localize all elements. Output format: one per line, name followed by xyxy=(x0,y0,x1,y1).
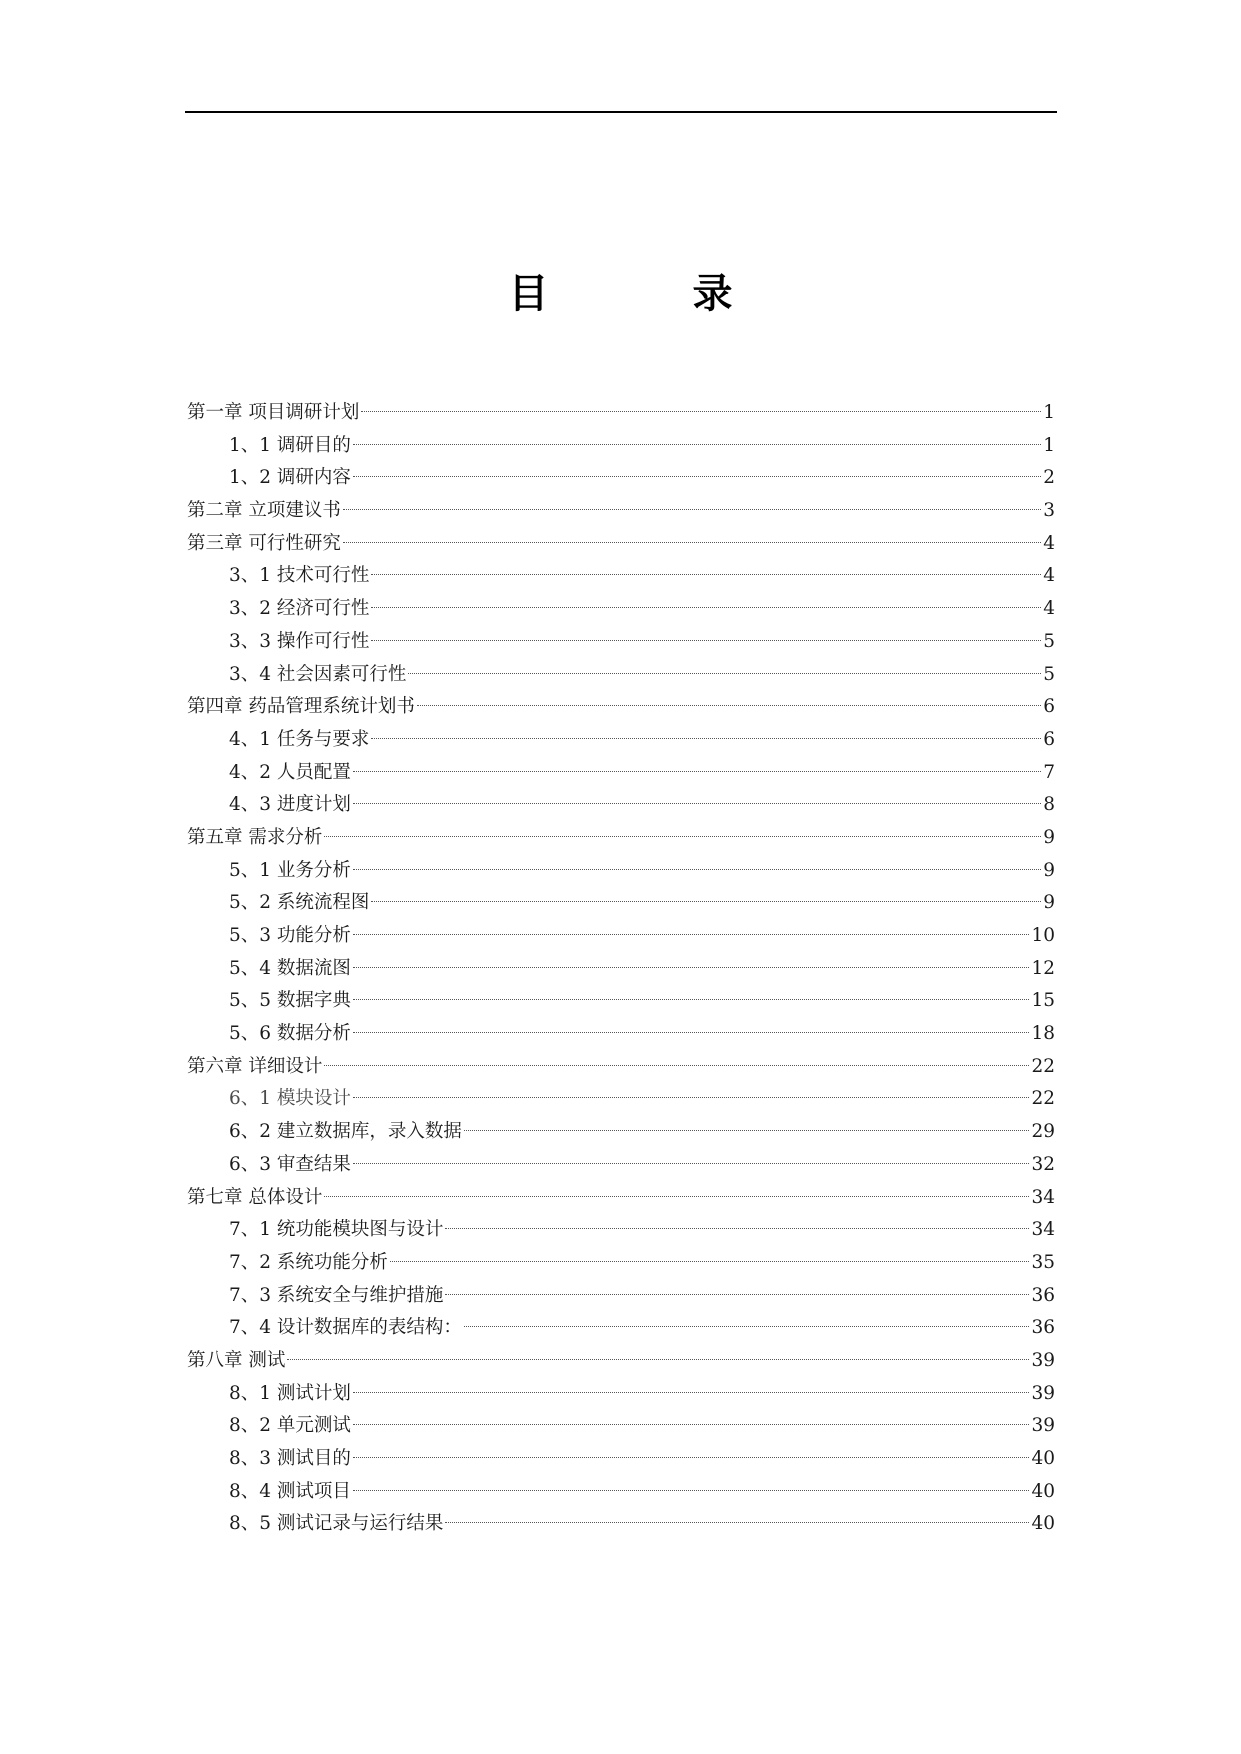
toc-section-entry[interactable] xyxy=(187,1214,1055,1247)
toc-section-entry[interactable] xyxy=(187,659,1055,692)
toc-page-number: 10 xyxy=(1031,925,1055,946)
toc-section-entry[interactable] xyxy=(187,1312,1055,1345)
toc-entry-label: 3、3 操作可行性 xyxy=(229,630,370,652)
toc-section-entry[interactable] xyxy=(187,560,1055,593)
toc-section-entry[interactable] xyxy=(187,887,1055,920)
toc-page-number: 40 xyxy=(1031,1513,1055,1535)
toc-dot-leader xyxy=(353,999,1030,1000)
toc-dot-leader xyxy=(287,1359,1029,1360)
toc-page-number: 4 xyxy=(1043,532,1055,554)
toc-dot-leader xyxy=(353,967,1030,968)
toc-section-entry[interactable] xyxy=(187,1247,1055,1280)
toc-dot-leader xyxy=(445,1294,1029,1295)
toc-dot-leader xyxy=(353,444,1041,445)
toc-entry-label: 8、2 单元测试 xyxy=(229,1415,351,1437)
toc-entry-label: 5、2 系统流程图 xyxy=(229,892,370,914)
toc-page-number: 1 xyxy=(1043,434,1055,456)
toc-entry-label: 5、3 功能分析 xyxy=(229,925,351,946)
toc-page-number: 40 xyxy=(1031,1448,1055,1469)
toc-section-entry[interactable] xyxy=(187,1280,1055,1313)
toc-page-number: 40 xyxy=(1031,1480,1055,1502)
toc-dot-leader xyxy=(353,803,1041,804)
toc-page-number: 8 xyxy=(1043,794,1055,816)
toc-page-number: 5 xyxy=(1043,630,1055,652)
toc-page-number: 22 xyxy=(1031,1055,1055,1077)
header-rule xyxy=(185,111,1057,113)
toc-chapter-entry[interactable] xyxy=(187,397,1055,430)
toc-entry-label: 第八章 测试 xyxy=(187,1349,286,1371)
toc-entry-label: 8、1 测试计划 xyxy=(229,1382,351,1404)
toc-page-number: 34 xyxy=(1031,1186,1055,1208)
toc-page-number: 39 xyxy=(1031,1349,1055,1371)
toc-entry-label: 5、4 数据流图 xyxy=(229,957,351,979)
toc-page-number: 4 xyxy=(1043,598,1055,620)
toc-page-number: 34 xyxy=(1031,1219,1055,1241)
toc-section-entry[interactable] xyxy=(187,1116,1055,1149)
table-of-contents xyxy=(187,397,1055,1541)
toc-entry-label: 1、1 调研目的 xyxy=(229,434,351,456)
toc-page-number: 6 xyxy=(1043,696,1055,718)
toc-entry-label: 第一章 项目调研计划 xyxy=(187,402,360,423)
toc-section-entry[interactable] xyxy=(187,757,1055,790)
toc-section-entry[interactable] xyxy=(187,920,1055,953)
toc-dot-leader xyxy=(353,1490,1030,1491)
toc-dot-leader xyxy=(353,1097,1030,1098)
toc-dot-leader xyxy=(353,771,1041,772)
toc-entry-label: 7、4 设计数据库的表结构： xyxy=(229,1317,462,1339)
toc-entry-label: 8、5 测试记录与运行结果 xyxy=(229,1513,444,1535)
toc-dot-leader xyxy=(353,1163,1030,1164)
toc-entry-label: 第五章 需求分析 xyxy=(187,826,323,848)
toc-dot-leader xyxy=(343,509,1041,510)
toc-dot-leader xyxy=(371,574,1041,575)
toc-section-entry[interactable] xyxy=(187,626,1055,659)
toc-entry-label: 第二章 立项建议书 xyxy=(187,500,341,522)
toc-dot-leader xyxy=(343,542,1041,543)
toc-chapter-entry[interactable] xyxy=(187,691,1055,724)
toc-dot-leader xyxy=(353,1424,1030,1425)
toc-dot-leader xyxy=(445,1228,1029,1229)
toc-dot-leader xyxy=(464,1130,1030,1131)
toc-page-number: 36 xyxy=(1031,1284,1055,1306)
toc-page-number: 9 xyxy=(1043,892,1055,914)
toc-entry-label: 第七章 总体设计 xyxy=(187,1186,323,1208)
toc-page-number: 29 xyxy=(1031,1121,1055,1143)
toc-section-entry[interactable] xyxy=(187,1443,1055,1476)
toc-entry-label: 7、3 系统安全与维护措施 xyxy=(229,1284,444,1306)
toc-page-number: 22 xyxy=(1031,1088,1055,1110)
toc-page-number: 39 xyxy=(1031,1415,1055,1437)
toc-chapter-entry[interactable] xyxy=(187,1051,1055,1084)
toc-entry-label: 4、3 进度计划 xyxy=(229,794,351,816)
toc-dot-leader xyxy=(371,901,1041,902)
toc-page-number: 1 xyxy=(1043,402,1055,423)
toc-entry-label: 3、1 技术可行性 xyxy=(229,565,370,587)
toc-entry-label: 4、1 任务与要求 xyxy=(229,728,370,750)
toc-dot-leader xyxy=(353,476,1041,477)
toc-section-entry[interactable] xyxy=(187,985,1055,1018)
toc-entry-label: 6、2 建立数据库，录入数据 xyxy=(229,1121,462,1143)
toc-chapter-entry[interactable] xyxy=(187,1182,1055,1215)
toc-dot-leader xyxy=(361,411,1041,412)
toc-entry-label: 第六章 详细设计 xyxy=(187,1055,323,1077)
toc-entry-label: 5、1 业务分析 xyxy=(229,859,351,881)
toc-dot-leader xyxy=(464,1326,1030,1327)
toc-entry-label: 5、6 数据分析 xyxy=(229,1023,351,1045)
toc-entry-label: 3、2 经济可行性 xyxy=(229,598,370,620)
toc-page-number: 4 xyxy=(1043,565,1055,587)
toc-page-number: 6 xyxy=(1043,728,1055,750)
toc-dot-leader xyxy=(353,1392,1030,1393)
toc-section-entry[interactable] xyxy=(187,724,1055,757)
toc-section-entry[interactable] xyxy=(187,1476,1055,1509)
toc-page-number: 35 xyxy=(1031,1251,1055,1273)
toc-entry-label: 3、4 社会因素可行性 xyxy=(229,663,407,685)
toc-page-number: 9 xyxy=(1043,826,1055,848)
toc-section-entry[interactable] xyxy=(187,953,1055,986)
toc-dot-leader xyxy=(371,640,1041,641)
toc-chapter-entry[interactable] xyxy=(187,495,1055,528)
toc-entry-label: 8、4 测试项目 xyxy=(229,1480,351,1502)
toc-entry-label: 4、2 人员配置 xyxy=(229,761,351,783)
toc-dot-leader xyxy=(353,1032,1030,1033)
toc-dot-leader xyxy=(353,869,1041,870)
toc-dot-leader xyxy=(324,1065,1029,1066)
toc-dot-leader xyxy=(408,673,1041,674)
toc-section-entry[interactable] xyxy=(187,1508,1055,1541)
toc-entry-label: 第三章 可行性研究 xyxy=(187,532,341,554)
toc-page-number: 7 xyxy=(1043,761,1055,783)
toc-page-number: 12 xyxy=(1031,957,1055,979)
toc-page-number: 32 xyxy=(1031,1153,1055,1175)
toc-dot-leader xyxy=(390,1261,1030,1262)
toc-page-number: 18 xyxy=(1031,1023,1055,1045)
toc-entry-label: 7、2 系统功能分析 xyxy=(229,1251,388,1273)
toc-page-number: 39 xyxy=(1031,1382,1055,1404)
toc-dot-leader xyxy=(371,607,1041,608)
toc-dot-leader xyxy=(353,1457,1030,1458)
toc-page-number: 9 xyxy=(1043,859,1055,881)
toc-section-entry[interactable] xyxy=(187,593,1055,626)
toc-chapter-entry[interactable] xyxy=(187,528,1055,561)
toc-entry-label: 6、1 模块设计 xyxy=(229,1088,351,1110)
toc-section-entry[interactable] xyxy=(187,1083,1055,1116)
toc-dot-leader xyxy=(445,1522,1029,1523)
page-title: 目 录 xyxy=(508,271,785,317)
toc-section-entry[interactable] xyxy=(187,430,1055,463)
toc-entry-label: 6、3 审查结果 xyxy=(229,1153,351,1175)
toc-dot-leader xyxy=(324,836,1041,837)
toc-page-number: 5 xyxy=(1043,663,1055,685)
toc-section-entry[interactable] xyxy=(187,1018,1055,1051)
toc-entry-label: 第四章 药品管理系统计划书 xyxy=(187,696,415,718)
toc-dot-leader xyxy=(417,705,1041,706)
toc-entry-label: 8、3 测试目的 xyxy=(229,1448,351,1469)
toc-page-number: 2 xyxy=(1043,467,1055,489)
toc-page-number: 3 xyxy=(1043,500,1055,522)
toc-section-entry[interactable] xyxy=(187,789,1055,822)
toc-entry-label: 1、2 调研内容 xyxy=(229,467,351,489)
toc-page-number: 15 xyxy=(1031,990,1055,1012)
toc-page-number: 36 xyxy=(1031,1317,1055,1339)
toc-entry-label: 7、1 统功能模块图与设计 xyxy=(229,1219,444,1241)
toc-chapter-entry[interactable] xyxy=(187,822,1055,855)
toc-chapter-entry[interactable] xyxy=(187,1345,1055,1378)
toc-dot-leader xyxy=(371,738,1041,739)
toc-dot-leader xyxy=(353,934,1030,935)
toc-section-entry[interactable] xyxy=(187,1410,1055,1443)
toc-section-entry[interactable] xyxy=(187,462,1055,495)
toc-dot-leader xyxy=(324,1196,1029,1197)
toc-section-entry[interactable] xyxy=(187,1149,1055,1182)
toc-entry-label: 5、5 数据字典 xyxy=(229,990,351,1012)
toc-section-entry[interactable] xyxy=(187,855,1055,888)
toc-section-entry[interactable] xyxy=(187,1378,1055,1411)
